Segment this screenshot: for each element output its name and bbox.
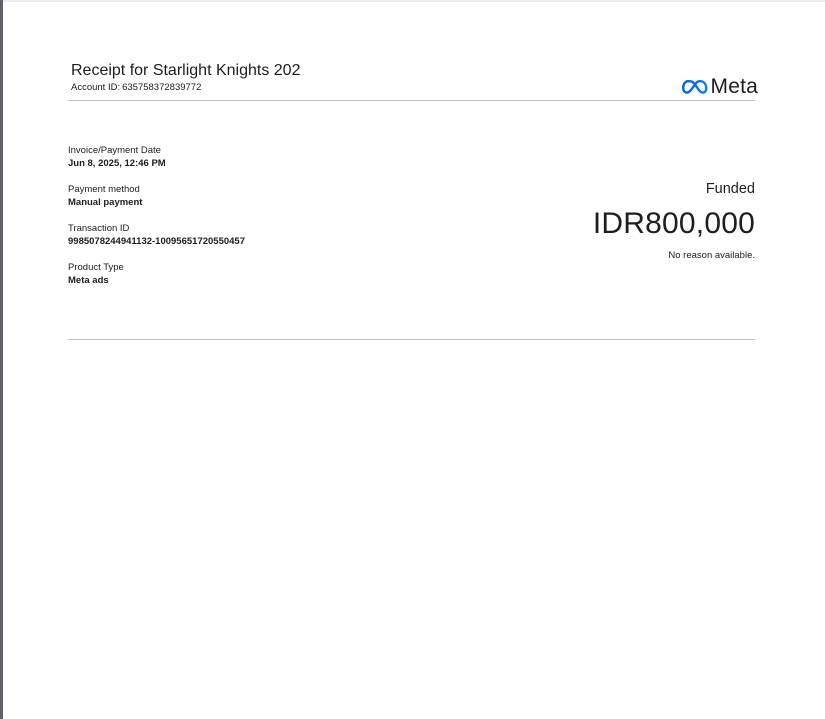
detail-invoice-date: [68, 145, 388, 170]
receipt-header: [71, 61, 758, 98]
account-id-value: 635758372839772: [122, 82, 202, 93]
payment-summary: [593, 180, 755, 262]
detail-transaction-id: [68, 223, 388, 248]
receipt-details: [68, 145, 388, 301]
receipt-title: Receipt for Starlight Knights 202: [71, 62, 301, 79]
detail-label: Transaction ID: [68, 223, 130, 234]
footer-divider: [68, 339, 755, 340]
detail-product-type: [68, 262, 388, 287]
meta-infinity-icon: [682, 79, 708, 95]
detail-value: 9985078244941132-10095651720550457: [68, 236, 245, 247]
meta-logo: [682, 76, 759, 98]
receipt-page: [3, 2, 825, 719]
detail-payment-method: [68, 184, 388, 209]
detail-value: Meta ads: [68, 275, 109, 286]
detail-value: Jun 8, 2025, 12:46 PM: [68, 158, 166, 169]
detail-label: Payment method: [68, 184, 140, 195]
account-id-label: Account ID:: [71, 82, 121, 93]
detail-label: Invoice/Payment Date: [68, 145, 161, 156]
header-divider: [68, 100, 755, 101]
status-label: Funded: [705, 181, 755, 197]
meta-wordmark: Meta: [710, 75, 758, 98]
status-reason: No reason available.: [668, 250, 755, 261]
account-id-line: [71, 82, 758, 94]
detail-value: Manual payment: [68, 197, 143, 208]
detail-label: Product Type: [68, 262, 124, 273]
amount-total: IDR800,000: [592, 207, 755, 240]
